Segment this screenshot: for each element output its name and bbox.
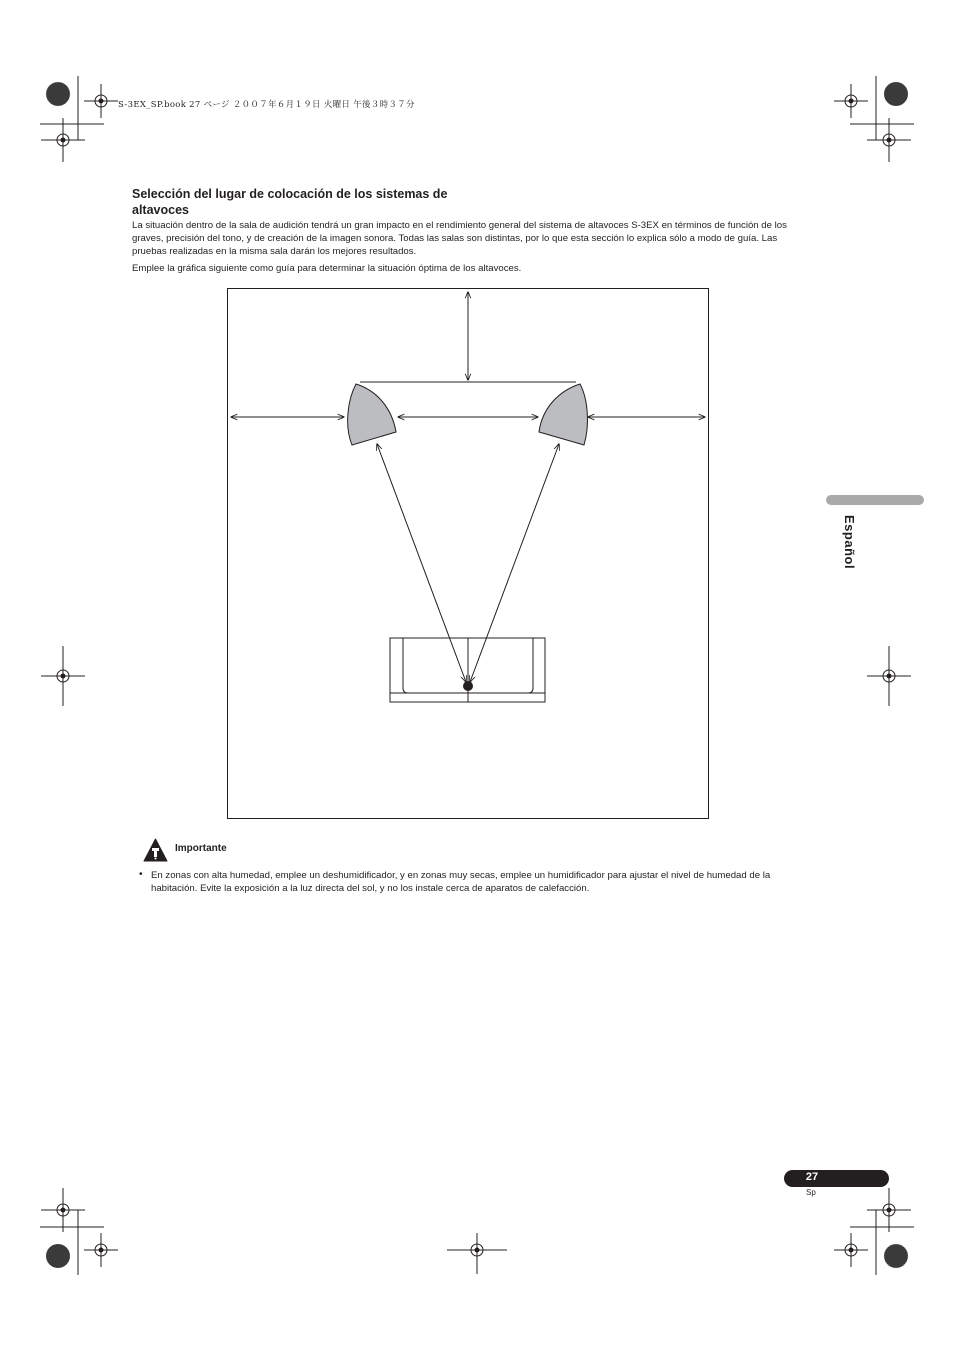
- print-header: S-3EX_SP.book 27 ページ ２００７年６月１９日 火曜日 午後３時３７分: [118, 100, 415, 110]
- important-label: Importante: [175, 843, 227, 854]
- language-tab-bar: [826, 495, 924, 505]
- guide-paragraph: Emplee la gráfica siguiente como guía para determinar la situación óptima de los altavoces.: [132, 263, 522, 274]
- speaker-placement-diagram: [226, 287, 710, 821]
- page-number: 27: [805, 1171, 819, 1183]
- intro-paragraph: La situación dentro de la sala de audición tendrá un gran impacto en el rendimiento general del sistema de altavoces S-3EX en términos de función de los graves, precisión del tono, y de creación de la imagen sonora. Todas las salas son distintas, por lo que esta sección lo explica sólo a modo de guía. Las pruebas realizadas en la misma sala darán los mejores resultados.: [132, 220, 787, 257]
- language-tab-label: Español: [842, 515, 857, 570]
- bullet-marker: •: [139, 869, 143, 880]
- warning-icon: [143, 838, 168, 862]
- page-language-code: Sp: [806, 1188, 816, 1197]
- right-listening-line: [470, 444, 559, 682]
- right-speaker: [539, 384, 587, 445]
- left-speaker: [348, 384, 396, 445]
- listening-position-dot: [463, 681, 473, 691]
- section-title: Selección del lugar de colocación de los sistemas de altavoces: [132, 187, 448, 217]
- listening-sofa: [390, 638, 545, 702]
- important-item: En zonas con alta humedad, emplee un deshumidificador, y en zonas muy secas, emplee un humidificador para ajustar el nivel de humedad de la habitación. Evite la exposición a la luz directa del sol, y no los instale cerca de aparatos de calefacción.: [151, 870, 771, 894]
